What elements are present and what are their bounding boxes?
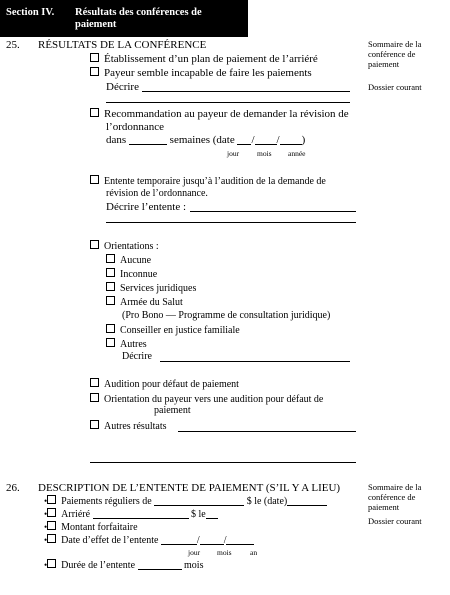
label-ordonnance: l’ordonnance [106,121,165,133]
checkbox-plan[interactable] [90,53,99,62]
label-paiement: paiement [154,405,191,416]
checkbox-date-effet[interactable] [47,534,56,543]
field-mois[interactable] [255,134,277,145]
side-note-summary: Sommaire de la conférence de paiement [368,39,422,69]
option-entente-temporaire: Entente temporaire jusqu’à l’audition de la demande de [90,175,326,188]
checkbox-services[interactable] [106,282,115,291]
option-inconnue: Inconnue [106,268,157,281]
option-plan: Établissement d’un plan de paiement de l’arriéré [90,53,318,66]
side-note-summary-26: Sommaire de la conférence de paiement [368,482,422,512]
label-decrire-autres: Décrire [122,351,152,362]
checkbox-incapable[interactable] [90,67,99,76]
caption-mois: mois [257,149,272,158]
field-decrire[interactable] [142,91,350,92]
option-armee: Armée du Salut [106,296,183,309]
item-number-25: 25. [6,39,20,51]
label-revision: révision de l’ordonnance. [106,188,208,199]
checkbox-aucune[interactable] [106,254,115,263]
field-entente-2[interactable] [106,222,356,223]
option-aucune: Aucune [106,254,151,267]
checkbox-conseiller[interactable] [106,324,115,333]
option-conseiller: Conseiller en justice familiale [106,324,240,337]
checkbox-autres-resultats[interactable] [90,420,99,429]
checkbox-autres[interactable] [106,338,115,347]
option-orientation-payeur: Orientation du payeur vers une audition pour défaut de [90,393,323,406]
option-autres-resultats: Autres résultats [90,420,167,433]
field-entente[interactable] [190,211,356,212]
caption-jour: jour [227,149,240,158]
field-date-arriere[interactable] [206,508,218,519]
field-decrire-2[interactable] [106,102,350,103]
label-decrire: Décrire [106,81,139,93]
caption-jour-26: jour [188,548,201,557]
heading-description: DESCRIPTION DE L’ENTENTE DE PAIEMENT (S’IL Y A LIEU) [38,482,341,494]
field-jour[interactable] [237,134,251,145]
section-title: Résultats des conférences de paiement [75,7,202,30]
checkbox-recommandation[interactable] [90,108,99,117]
heading-resultats: RÉSULTATS DE LA CONFÉRENCE [38,39,207,51]
caption-mois-26: mois [217,548,232,557]
checkbox-orientations[interactable] [90,240,99,249]
checkbox-orientation-payeur[interactable] [90,393,99,402]
option-autres: Autres [106,338,147,351]
option-orientations: Orientations : [90,240,159,253]
field-montant-arriere[interactable] [93,508,189,519]
field-autres[interactable] [160,361,350,362]
option-services: Services juridiques [106,282,196,295]
checkbox-arriere[interactable] [47,508,56,517]
line-dans-semaines: dans semaines (date / / ) [106,134,306,146]
caption-an-26: an [250,548,258,557]
field-effet-jour[interactable] [161,534,197,545]
label-probono: (Pro Bono — Programme de consultation juridique) [122,310,331,321]
option-forfaitaire: • Montant forfaitaire [44,522,138,533]
option-recommandation: Recommandation au payeur de demander la révision de [90,108,349,121]
checkbox-reguliers[interactable] [47,495,56,504]
label-decrire-entente: Décrire l’entente : [106,201,187,213]
option-date-effet: • Date d’effet de l’entente / / [44,534,254,547]
item-number-26: 26. [6,482,20,494]
field-annee[interactable] [280,134,302,145]
field-montant-reguliers[interactable] [154,495,244,506]
checkbox-audition-defaut[interactable] [90,378,99,387]
section-header [0,0,248,37]
checkbox-armee[interactable] [106,296,115,305]
option-arriere: • Arriéré $ le [44,508,218,521]
option-duree: • Durée de l’entente mois [44,560,204,571]
field-duree[interactable] [138,559,182,570]
checkbox-duree[interactable] [47,559,56,568]
field-effet-mois[interactable] [200,534,224,545]
field-autres-resultats[interactable] [178,431,356,432]
option-incapable: Payeur semble incapable de faire les paiements [90,67,312,80]
section-number: Section IV. [6,7,55,18]
checkbox-entente-temporaire[interactable] [90,175,99,184]
field-semaines[interactable] [129,134,167,145]
field-date-reguliers[interactable] [287,495,327,506]
field-autres-resultats-2[interactable] [90,462,356,463]
option-audition-defaut: Audition pour défaut de paiement [90,378,239,391]
side-note-folder-26: Dossier courant [368,516,422,526]
caption-annee: année [288,149,306,158]
checkbox-forfaitaire[interactable] [47,521,56,530]
option-reguliers: • Paiements réguliers de $ le (date) [44,495,327,508]
field-effet-an[interactable] [226,534,254,545]
side-note-folder: Dossier courant [368,82,422,92]
checkbox-inconnue[interactable] [106,268,115,277]
